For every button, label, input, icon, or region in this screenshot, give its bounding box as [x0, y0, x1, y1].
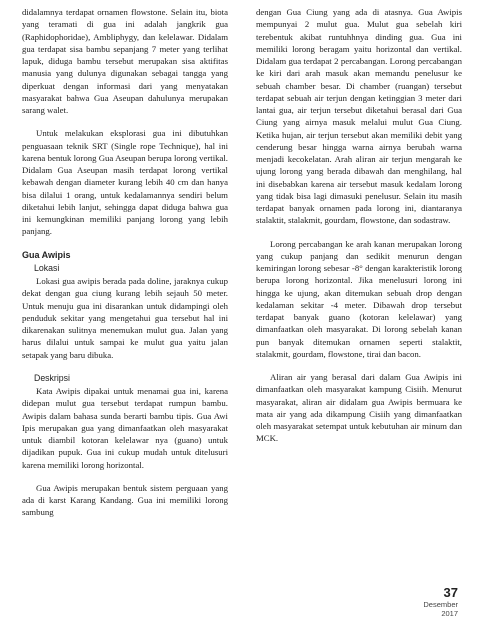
- subheading-location: Lokasi: [34, 262, 60, 273]
- page-number: 37: [443, 585, 458, 600]
- paragraph: Gua Awipis merupakan bentuk sistem perguaan yang ada di karst Karang Kandang. Gua ini memiliki lorong sambung: [22, 482, 228, 518]
- right-column: [256, 6, 462, 456]
- paragraph: didalamnya terdapat ornamen flowstone. Selain itu, biota yang teramati di gua ini adalah jangkrik gua (Raphidophoridae), Ambliphygy, dan kelelawar. Didalam gua terdapat sisa bambu sepanjang 7 meter yang terlihat lapuk, diduga bambu tersebut merupakan sisa aktifitas manusia yang dulunya digunakan sebagai tangga yang diperkuat dengan informasi dari yang menyatakan masyarakat bahwa Gua Aseupan dahulunya merupakan sarang walet.: [22, 7, 228, 115]
- subheading-description: Deskripsi: [34, 372, 70, 383]
- paragraph: Lorong percabangan ke arah kanan merupakan lorong yang cukup panjang dan sedikit menurun dengan kemiringan lorong sebesar -8° dengan karakteristik lorong berupa lorong horizontal. Jika menelusuri lorong ini hingga ke ujung, akan ditemukan sebuah drop dengan kedalaman sekitar -4 meter. Dibawah drop tersebut terdapat banyak guano (kotoran kelelawar) yang dimanfaatkan oleh masyarakat. Di lorong sebelah kanan pun banyak ditemukan ornamen seperti stalaktit, stalakmit, gourdam, flowstone, tirai dan bacon.: [256, 238, 462, 359]
- issue-year: 2017: [441, 609, 458, 618]
- issue-date: [423, 600, 458, 618]
- left-column: [22, 6, 228, 530]
- paragraph: dengan Gua Ciung yang ada di atasnya. Gua Awipis mempunyai 2 mulut gua. Mulut gua sebelah kiri terebentuk akibat runtuhhnya dinding gua. Gua ini memiliki lorong beragam yaitu horizontal dan vertikal. Didalam gua terdapat 2 percabangan. Lorong percabangan ke kiri dari arah masuk akan memandu penelusur ke sebuah chamber besar. Di chamber (ruangan) tersebut terdapat sebuah air terjun dengan ketinggian 3 meter dari lantai gua, air terjun tersebut diketahui berasal dari Gua Ciung yang airnya masuk melalui mulut Gua Ciung. Ketika hujan, air terjun tersebut akan memiliki debit yang cenderung besar hingga warna airnya berubah warna menjadi kecokelatan. Arah aliran air terjun mengarah ke ujung lorong yang berada dibawah dan menghilang, hal ini disebabkan karena air tersebut masuk kedalam lorong yang tidak bisa lagi dimasuki penelusur. Selain itu masih terdapat banyak ornamen pada lorong ini, diantaranya stalaktit, stalakmit, gourdam, flowstone, dan sodastraw.: [256, 7, 462, 226]
- paragraph: Untuk melakukan eksplorasi gua ini dibutuhkan penguasaan teknik SRT (Single rope Technique), hal ini karena bentuk lorong Gua Aseupan berupa lorong vertikal. Didalam Gua Aseupan masih terdapat lorong vertikal kebawah dengan diameter kurang lebih 40 cm dan hanya bisa dilalui 1 orang, untuk kedalamannya sendiri belum diketahui lebih lanjut, sehingga dapat diduga bahwa gua ini kemungkinan memiliki panjang lorong yang lebih panjang.: [22, 128, 228, 237]
- paragraph: Kata Awipis dipakai untuk menamai gua ini, karena didepan mulut gua tersebut terdapat rumpun bambu. Awipis dalam bahasa sunda berarti bambu tipis. Gua Awi Ipis merupakan gua yang dimanfaatkan oleh masyarakat untuk diambil kotoran kelelawar nya (guano) untuk dijadikan pupuk. Gua ini cukup mudah untuk ditelusuri karena memiliki lorong horizontal.: [22, 386, 228, 470]
- paragraph: Aliran air yang berasal dari dalam Gua Awipis ini dimanfaatkan oleh masyarakat kampung Cisiih. Menurut masyarakat, aliran air didalam gua Awipis bermuara ke mata air yang ada dikampung Cisiih yang dimanfaatkan oleh masyarakat setempat untuk kebutuhan air minum dan MCK.: [256, 372, 462, 444]
- paragraph: Lokasi gua awipis berada pada doline, jaraknya cukup dekat dengan gua ciung kurang lebih sejauh 50 meter. Untuk menuju gua ini disarankan untuk didampingi oleh penduduk sekitar yang mengetahui gua tersebut hal ini dikarenakan sulitnya menemukan mulut gua. Jalan yang harus dilalui untuk sampai ke mulut gua yaitu jalan setapak yang baru dibuka.: [22, 276, 228, 360]
- section-heading: Gua Awipis: [22, 249, 71, 260]
- issue-month: Desember: [423, 600, 458, 609]
